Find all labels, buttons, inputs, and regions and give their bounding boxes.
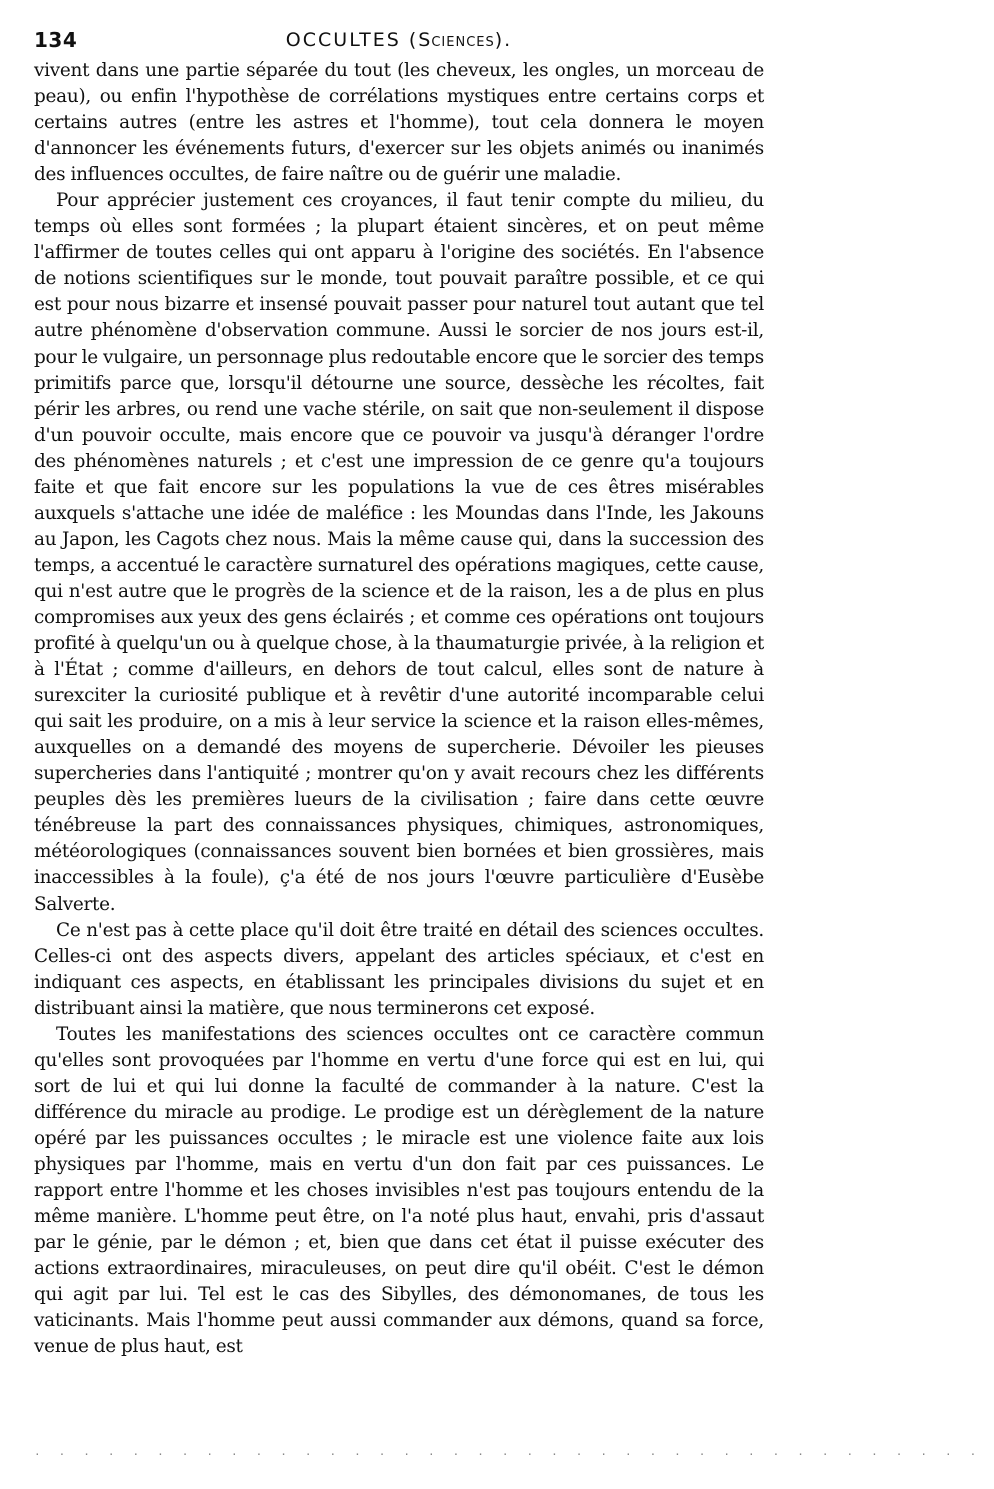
running-head-title: OCCULTES (: [285, 29, 419, 51]
page-number: 134: [34, 28, 78, 52]
running-head-subtitle: Sciences: [418, 29, 495, 51]
page: [34, 28, 764, 1360]
paragraph: Toutes les manifestations des sciences occultes ont ce caractère commun qu'elles sont provoquées par l'homme en vertu d'une force qui est en lui, qui sort de lui et qui lui donne la faculté de commander à la nature. C'est la différence du miracle au prodige. Le prodige est un dérèglement de la nature opéré par les puissances occultes ; le miracle est une violence faite aux lois physiques par l'homme, mais en vertu d'un don fait par ces puissances. Le rapport entre l'homme et les choses invisibles n'est pas toujours entendu de la même manière. L'homme peut être, on l'a noté plus haut, envahi, pris d'assaut par le génie, par le démon ; et, bien que dans cet état il puisse exécuter des actions extraordinaires, miraculeuses, on peut dire qu'il obéit. C'est le démon qui agit par lui. Tel est le cas des Sibylles, des démonomanes, de tous les vaticinants. Mais l'homme peut aussi commander aux démons, quand sa force, venue de plus haut, est: [34, 1023, 764, 1358]
paragraph: Pour apprécier justement ces croyances, il faut tenir compte du milieu, du temps où elles sont formées ; la plupart étaient sincères, et on peut même l'affirmer de toutes celles qui ont apparu à l'origine des sociétés. En l'absence de notions scientifiques sur le monde, tout pouvait paraître possible, et ce qui est pour nous bizarre et insensé pouvait passer pour naturel tout autant que tel autre phénomène d'observation commune. Aussi le sorcier de nos jours est-il, pour le vulgaire, un personnage plus redoutable encore que le sorcier des temps primitifs parce que, lorsqu'il détourne une source, dessèche les récoltes, fait périr les arbres, ou rend une vache stérile, on sait que non-seulement il dispose d'un pouvoir occulte, mais encore que ce pouvoir va jusqu'à déranger l'ordre des phénomènes naturels ; et c'est une impression de ce genre qu'a toujours faite et que fait encore sur les populations la vue de ces êtres misérables auxquels s'attache une idée de maléfice : les Moundas dans l'Inde, les Jakouns au Japon, les Cagots chez nous. Mais la même cause qui, dans la succession des temps, a accentué le caractère surnaturel des opérations magiques, cette cause, qui n'est autre que le progrès de la science et de la raison, les a de plus en plus compromises aux yeux des gens éclairés ; et comme ces opérations ont toujours profité à quelqu'un ou à quelque chose, à la thaumaturgie privée, à la religion et à l'État ; comme d'ailleurs, en dehors de tout calcul, elles sont de nature à surexciter la curiosité publique et à revêtir d'une autorité incomparable celui qui sait les produire, on a mis à leur service la science et la raison elles-mêmes, auxquelles on a demandé des moyens de supercherie. Dévoiler les pieuses supercheries dans l'antiquité ; montrer qu'on y avait recours chez les différents peuples dès les premières lueurs de la civilisation ; faire dans cette œuvre ténébreuse la part des connaissances physiques, chimiques, astronomiques, météorologiques (connaissances souvent bien bornées et bien grossières, mais inaccessibles à la foule), ç'a été de nos jours l'œuvre particulière d'Eusèbe Salverte.: [34, 190, 764, 915]
running-head: [34, 29, 764, 51]
running-head-close: ).: [494, 29, 513, 51]
page-header: [34, 28, 764, 56]
paragraph-continuation: vivent dans une partie séparée du tout (les cheveux, les ongles, un morceau de peau), ou enfin l'hypothèse de corrélations mystiques entre certains corps et certains autres (entre les astres et l'homme), tout cela donnera le moyen d'annoncer les événements futurs, d'exercer sur les objets animés ou inanimés des influences occultes, de faire naître ou de guérir une maladie.: [34, 60, 764, 186]
bottom-speckle: ·······································: [34, 1448, 994, 1461]
body-text: [34, 58, 764, 1360]
paragraph: Ce n'est pas à cette place qu'il doit être traité en détail des sciences occultes. Celles-ci ont des aspects divers, appelant des articles spéciaux, et c'est en indiquant ces aspects, en établissant les principales divisions du sujet et en distribuant ainsi la matière, que nous terminerons cet exposé.: [34, 919, 764, 1019]
